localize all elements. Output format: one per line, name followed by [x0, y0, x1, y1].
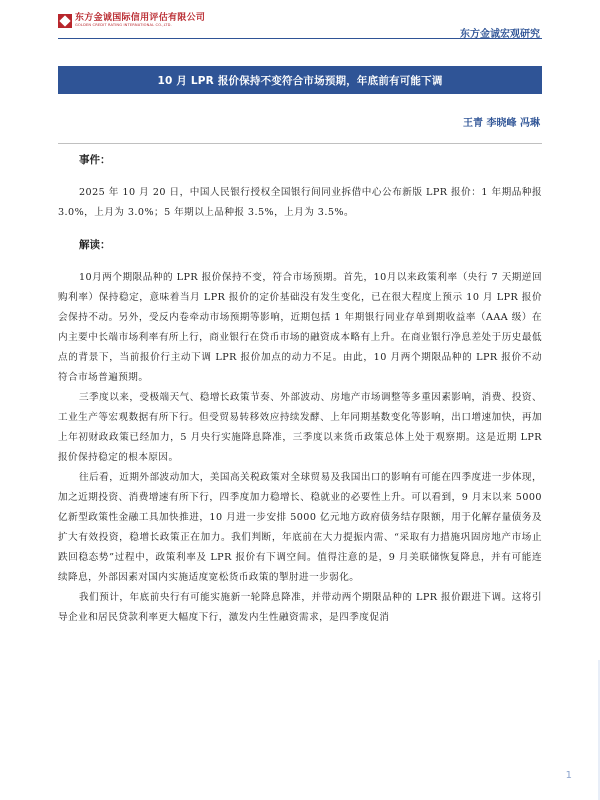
analysis-paragraph-4: 我们预计，年底前央行有可能实施新一轮降息降准，并带动两个期限品种的 LPR 报价跟进下调。这将引导企业和居民贷款利率更大幅度下行，激发内生性融资需求，是四季度促消 [58, 592, 542, 623]
page-header [0, 0, 600, 40]
title-banner [58, 66, 542, 94]
page-number: 1 [565, 770, 572, 781]
analysis-paragraph-1: 10月两个期限品种的 LPR 报价保持不变，符合市场预期。首先，10月以来政策利率（央行 7 天期逆回购利率）保持稳定，意味着当月 LPR 报价的定价基础没有发生变化，已在很大程度上预示 10 月 LPR 报价会保持不动。另外，受反内卷牵动市场预期等影响，近期包括 1 年期银行同业存单到期收益率（AAA 级）在内主要中长端市场利率有所上行，商业银行在贷币市场的融资成本略有上升。在商业银行净息差处于历史最低点的背景下，当前报价行主动下调 LPR 报价加点的动力不足。由此，10 月两个期限品种的 LPR 报价不动符合市场普遍预期。 [58, 272, 542, 383]
report-title: 10 月 LPR 报价保持不变符合市场预期，年底前有可能下调 [157, 74, 443, 87]
brand-label: 东方金诚宏观研究 [460, 29, 540, 40]
logo-cn-text: 东方金诚国际信用评估有限公司 [75, 13, 206, 23]
authors: 王青 李晓峰 冯琳 [463, 118, 540, 129]
company-logo [58, 13, 205, 28]
analysis-paragraph-3: 往后看，近期外部波动加大，美国高关税政策对全球贸易及我国出口的影响有可能在四季度进一步体现，加之近期投资、消费增速有所下行，四季度加力稳增长、稳就业的必要性上升。可以看到，9 月末以来 5000 亿新型政策性金融工具加快推进，10 月进一步安排 5000 亿元地方政府债务结存限额，用于化解存量债务及扩大有效投资，稳增长政策正在加力。我们判断，年底前在大力提振内需、“采取有力措施巩固房地产市场止跌回稳态势”过程中，政策利率及 LPR 报价有下调空间。值得注意的是，9 月美联储恢复降息，并有可能连续降息，外部因素对国内实施适度宽松货币政策的掣肘进一步弱化。 [58, 472, 542, 583]
event-label: 事件： [79, 154, 111, 166]
analysis-paragraph-2: 三季度以来，受极端天气、稳增长政策节奏、外部波动、房地产市场调整等多重因素影响，消费、投资、工业生产等宏观数据有所下行。但受贸易转移效应持续发酵、上年同期基数变化等影响，出口增速加快，再加上年初财政政策已经加力，5 月央行实施降息降准，三季度以来货币政策总体上处于观察期。这是近期 LPR 报价保持稳定的根本原因。 [58, 392, 542, 463]
report-body [58, 150, 542, 628]
event-paragraph: 2025 年 10 月 20 日，中国人民银行授权全国银行间同业拆借中心公布新版 LPR 报价：1 年期品种报 3.0%，上月为 3.0%；5 年期以上品种报 3.5%，上月为 3.5%。 [58, 187, 542, 218]
title-divider [58, 143, 542, 144]
analysis-label: 解读： [79, 239, 111, 251]
header-divider [58, 38, 542, 39]
logo-en-text: GOLDEN CREDIT RATING INTERNATIONAL CO.,LTD. [75, 23, 172, 27]
logo-icon [58, 14, 72, 28]
